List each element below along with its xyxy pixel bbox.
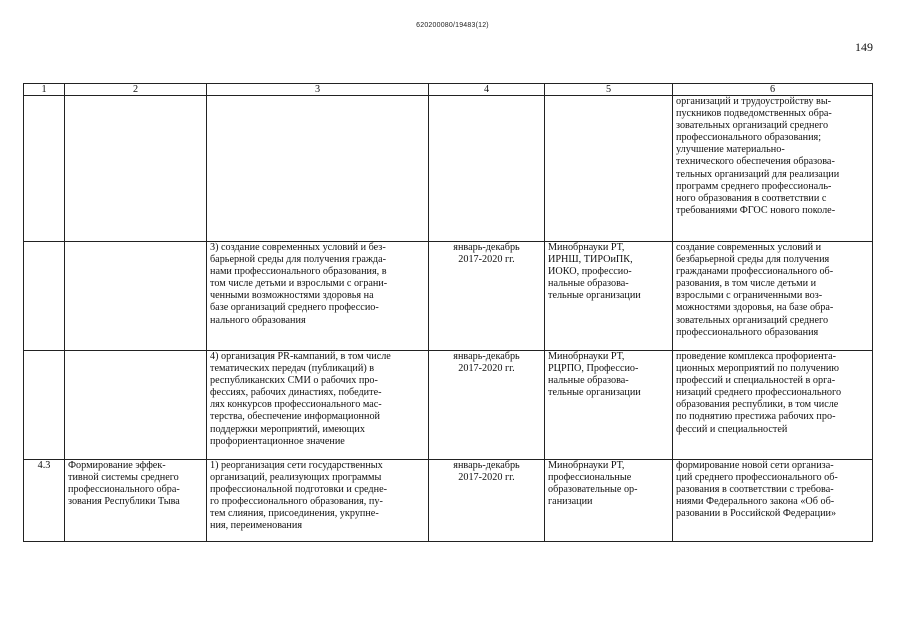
period-text: январь-декабрь 2017-2020 гг. xyxy=(429,460,545,542)
item-name: Формирование эффек- тивной системы среднего профессионального обра- зования Республики Тыва xyxy=(65,460,207,542)
executor-text: Минобрнауки РТ, ИРНШ, ТИРОиПК, ИОКО, профессио- нальные образова- тельные организации xyxy=(545,242,673,351)
row-number xyxy=(24,96,65,242)
column-header: 5 xyxy=(545,84,673,96)
result-text: проведение комплекса профориента- ционных мероприятий по получению профессий и специальностей в орга- низаций среднего профессионального образования республики, в том числе по поднятию престижа рабочих про- фессий и специальностей xyxy=(673,351,873,460)
action-text xyxy=(207,96,429,242)
row-number xyxy=(24,351,65,460)
result-text: формирование новой сети организа- ций среднего профессионального об- разования в соответствии с требова- ниями Федерального закона «Об об- разовании в Российской Федерации» xyxy=(673,460,873,542)
result-text: создание современных условий и безбарьерной среды для получения гражданами профессионального об- разования, в том числе детьми и взрослыми с ограниченными воз- можностями здоровья, на базе обра- зовательных организаций среднего профессионального образования xyxy=(673,242,873,351)
table-row xyxy=(24,460,873,542)
action-text: 3) создание современных условий и без- барьерной среды для получения гражда- нами профессионального образования, в том числе детьми и взрослыми с ограни- ченными возможностями здоровья на базе организаций среднего профессио- нального образования xyxy=(207,242,429,351)
period-text: январь-декабрь 2017-2020 гг. xyxy=(429,351,545,460)
column-header: 1 xyxy=(24,84,65,96)
executor-text xyxy=(545,96,673,242)
row-number xyxy=(24,242,65,351)
column-header: 4 xyxy=(429,84,545,96)
executor-text: Минобрнауки РТ, профессиональные образовательные ор- ганизации xyxy=(545,460,673,542)
item-name xyxy=(65,242,207,351)
document-code: 620200080/19483(12) xyxy=(416,22,489,29)
item-name xyxy=(65,351,207,460)
column-number-row xyxy=(24,84,873,96)
column-header: 6 xyxy=(673,84,873,96)
period-text: январь-декабрь 2017-2020 гг. xyxy=(429,242,545,351)
period-text xyxy=(429,96,545,242)
action-text: 1) реорганизация сети государственных организаций, реализующих программы профессиональной подготовки и средне- го профессионального образования, пу- тем слияния, присоединения, укрупне- ния, переименования xyxy=(207,460,429,542)
action-text: 4) организация PR-кампаний, в том числе тематических передач (публикаций) в республиканских СМИ о рабочих про- фессиях, рабочих династиях, победите- лях конкурсов профессионального мас- терства, обеспечение информационной поддержки мероприятий, имеющих профориентационное значение xyxy=(207,351,429,460)
row-number: 4.3 xyxy=(24,460,65,542)
table-row xyxy=(24,242,873,351)
table-row xyxy=(24,351,873,460)
page-number: 149 xyxy=(855,40,873,54)
item-name xyxy=(65,96,207,242)
plan-table xyxy=(23,83,873,542)
result-text: организаций и трудоустройству вы- пускников подведомственных обра- зовательных организаций среднего профессионального образования; улучшение материально- технического обеспечения образова- тельных организаций для реализации программ среднего профессиональ- ного образования в соответствии с требованиями ФГОС нового поколе- xyxy=(673,96,873,242)
table-row xyxy=(24,96,873,242)
executor-text: Минобрнауки РТ, РЦРПО, Профессио- нальные образова- тельные организации xyxy=(545,351,673,460)
column-header: 3 xyxy=(207,84,429,96)
column-header: 2 xyxy=(65,84,207,96)
